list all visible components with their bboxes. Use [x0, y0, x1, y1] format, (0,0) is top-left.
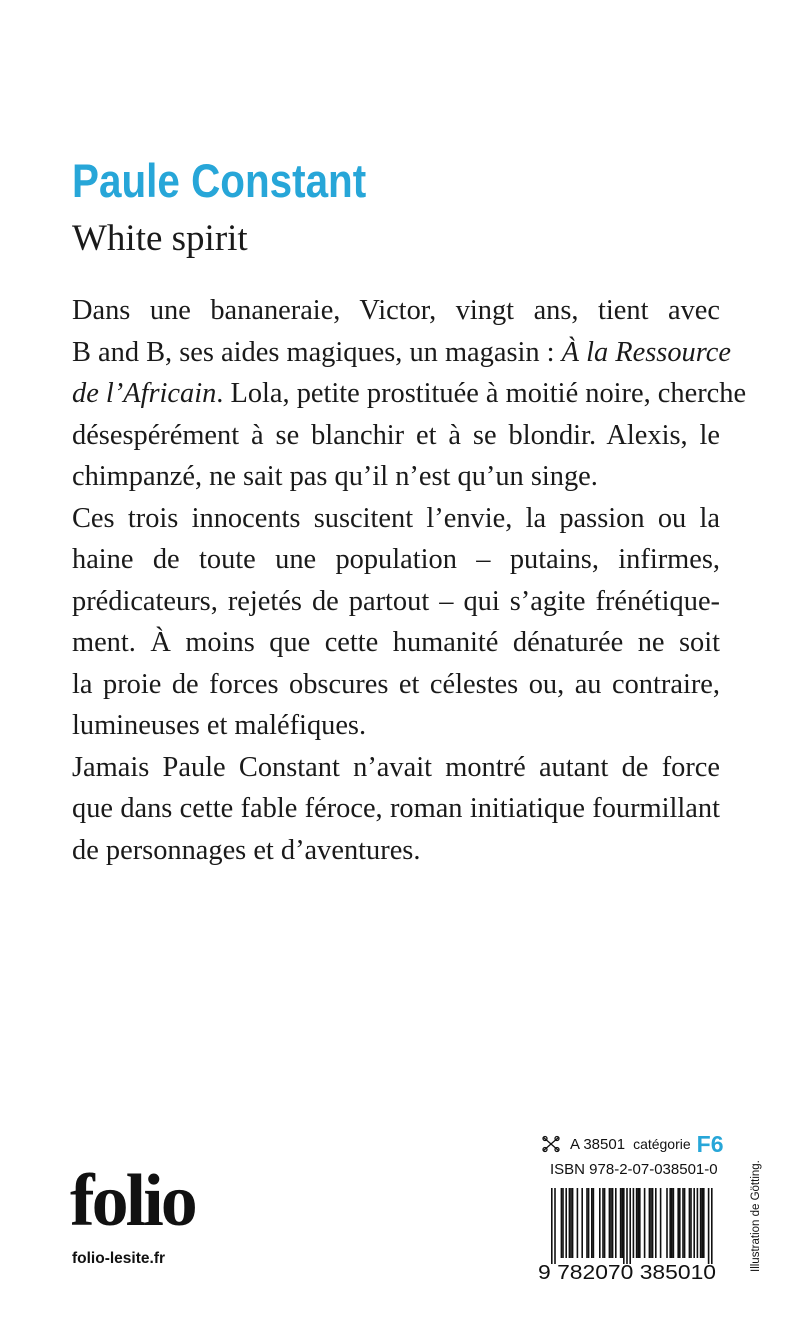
barcode-bar: [612, 1188, 614, 1258]
barcode-bar: [639, 1188, 641, 1258]
barcode-bar: [708, 1188, 710, 1264]
barcode-bar: [637, 1188, 639, 1258]
blurb: [72, 290, 747, 871]
blurb-line: haine de toute une population – putains, infirmes,: [72, 544, 720, 575]
barcode-bar: [682, 1188, 684, 1258]
barcode-bar: [636, 1188, 638, 1258]
blurb-line: la proie de forces obscures et célestes ou, au contraire,: [72, 668, 720, 700]
shop-name: À la Ressource: [561, 336, 731, 368]
barcode-bar: [673, 1188, 675, 1258]
barcode-bar: [588, 1188, 590, 1258]
website-url: folio-lesite.fr: [72, 1250, 166, 1267]
barcode-bar: [649, 1188, 651, 1258]
barcode-bar: [599, 1188, 601, 1258]
barcode-bar: [693, 1188, 695, 1258]
barcode-bar: [684, 1188, 686, 1258]
barcode-bar: [626, 1188, 628, 1264]
blurb-line: ment. À moins que cette humanité dénaturée ne soit: [72, 627, 720, 658]
shop-name-continued: de l’Africain: [72, 378, 217, 409]
blurb-text: B and B, ses aides magiques, un magasin :: [72, 336, 562, 368]
catalog-code: A 38501: [570, 1135, 626, 1153]
barcode-bar: [621, 1188, 623, 1258]
barcode-bar: [703, 1188, 705, 1258]
barcode-bar: [604, 1188, 606, 1258]
barcode-bar: [609, 1188, 611, 1258]
barcode-bar: [615, 1188, 617, 1258]
barcode-bar: [644, 1188, 646, 1258]
barcode-bar: [677, 1188, 679, 1258]
folio-logo: folio: [70, 1160, 195, 1242]
barcode-bar: [577, 1188, 579, 1258]
barcode-bar: [593, 1188, 595, 1258]
folio-symbol-icon: [540, 1134, 562, 1154]
isbn: ISBN 978-2-07-038501-0: [550, 1161, 718, 1178]
barcode-bar: [581, 1188, 583, 1258]
barcode: [535, 1188, 720, 1282]
barcode-bar: [610, 1188, 612, 1258]
blurb-line: chimpanzé, ne sait pas qu’il n’est qu’un singe.: [72, 461, 598, 492]
author-name: Paule Constant: [72, 154, 367, 207]
barcode-bar: [602, 1188, 604, 1258]
barcode-bar: [700, 1188, 702, 1258]
blurb-line: Jamais Paule Constant n’avait montré autant de force: [72, 751, 720, 783]
barcode-bar: [620, 1188, 622, 1258]
barcode-bar: [551, 1188, 553, 1264]
barcode-bar: [629, 1188, 631, 1264]
blurb-line: lumineuses et maléfiques.: [72, 710, 367, 741]
barcode-bar: [561, 1188, 563, 1258]
category-value: F6: [696, 1130, 724, 1157]
blurb-line: prédicateurs, rejetés de partout – qui s’agite frénétique-: [72, 585, 720, 617]
barcode-bar: [554, 1188, 556, 1264]
blurb-line: désespérément à se blanchir et à se blondir. Alexis, le: [72, 419, 720, 451]
book-title: White spirit: [72, 218, 248, 259]
category-label: catégorie: [633, 1136, 691, 1152]
barcode-bar: [586, 1188, 588, 1258]
barcode-bar: [701, 1188, 703, 1258]
blurb-text: . Lola, petite prostituée à moitié noire, cherche: [216, 378, 747, 409]
illustration-credit: Illustration de Götting.: [750, 1160, 762, 1272]
barcode-bar: [679, 1188, 681, 1258]
barcode-digits: 9 782070 385010: [538, 1262, 716, 1282]
blurb-line: Dans une bananeraie, Victor, vingt ans, tient avec: [72, 295, 720, 326]
barcode-bar: [591, 1188, 593, 1258]
blurb-line: [72, 332, 731, 374]
barcode-bar: [570, 1188, 572, 1258]
catalog-info: [540, 1131, 724, 1157]
barcode-bar: [671, 1188, 673, 1258]
blurb-line: de personnages et d’aventures.: [72, 834, 421, 866]
barcode-bar: [565, 1188, 567, 1258]
barcode-bar: [572, 1188, 574, 1258]
barcode-bar: [623, 1188, 625, 1264]
barcode-bar: [689, 1188, 691, 1258]
blurb-line: que dans cette fable féroce, roman initiatique fourmillant: [72, 793, 720, 824]
barcode-bar: [690, 1188, 692, 1258]
barcode-bar: [711, 1188, 713, 1264]
barcode-bar: [633, 1188, 635, 1258]
barcode-bar: [655, 1188, 657, 1258]
barcode-bar: [562, 1188, 564, 1258]
barcode-bar: [660, 1188, 662, 1258]
barcode-bar: [666, 1188, 668, 1258]
barcode-bar: [650, 1188, 652, 1258]
barcode-bar: [697, 1188, 699, 1258]
blurb-line: [72, 373, 747, 415]
barcode-bar: [652, 1188, 654, 1258]
barcode-bar: [669, 1188, 671, 1258]
barcode-bar: [569, 1188, 571, 1258]
blurb-line: Ces trois innocents suscitent l’envie, la passion ou la: [72, 502, 720, 534]
